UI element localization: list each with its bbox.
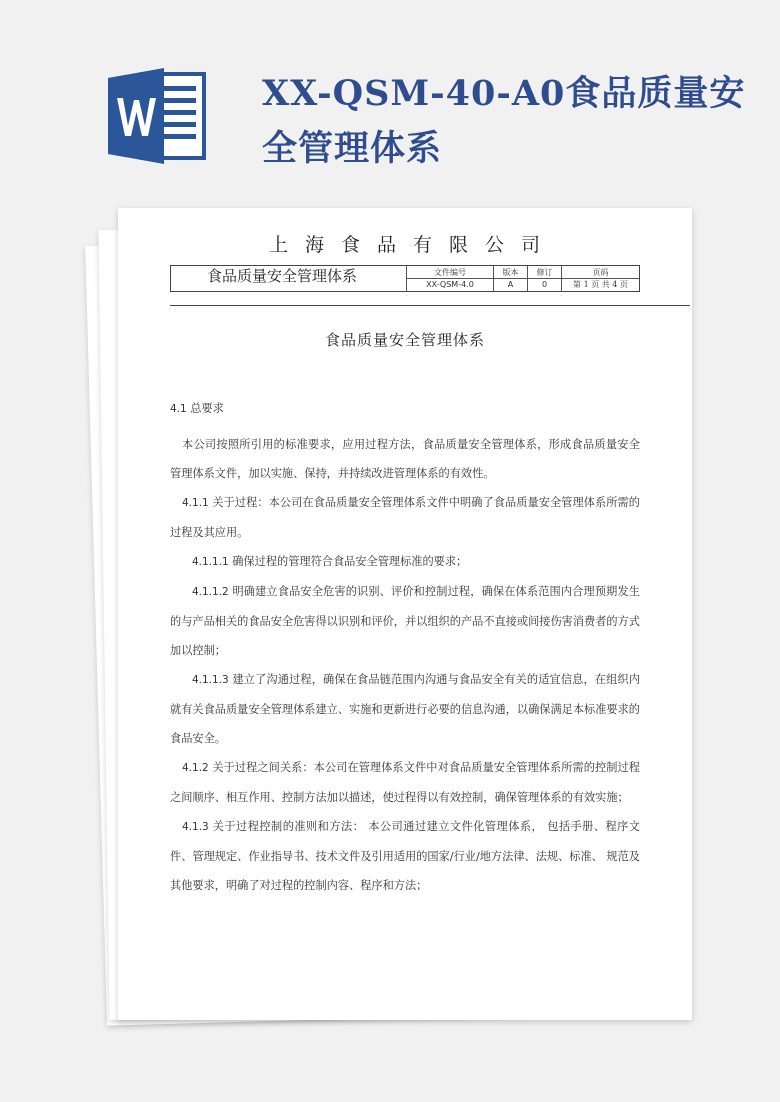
paragraph: 4.1.1.3 建立了沟通过程，确保在食品链范围内沟通与食品安全有关的适宜信息，在组织内就有关食品质量安全管理体系建立、实施和更新进行必要的信息沟通，以确保满足本标准要求的食品安全。 — [170, 673, 640, 745]
word-document-icon — [108, 68, 208, 164]
version-value: A — [493, 279, 527, 291]
paragraph: 本公司按照所引用的标准要求，应用过程方法，食品质量安全管理体系，形成食品质量安全管理体系文件，加以实施、保持，并持续改进管理体系的有效性。 — [170, 438, 640, 480]
paragraph: 4.1.3 关于过程控制的准则和方法： 本公司通过建立文件化管理体系， 包括手册、程序文件、管理规定、作业指导书、技术文件及引用适用的国家/行业/地方法律、法规、标准、 规范及其他要求，明确了对过程的控制内容、程序和方法； — [170, 820, 640, 892]
header-rule — [170, 305, 690, 306]
document-title: 食品质量安全管理体系 — [324, 331, 485, 349]
version-label: 版本 — [493, 266, 527, 279]
paragraph: 4.1.1 关于过程：本公司在食品质量安全管理体系文件中明确了食品质量安全管理体系所需的过程及其应用。 — [170, 496, 640, 539]
document-header-table — [170, 265, 640, 292]
paragraph: 4.1.1.2 明确建立食品安全危害的识别、评价和控制过程，确保在体系范围内合理预期发生的与产品相关的食品安全危害得以识别和评价，并以组织的产品不直接或间接伤害消费者的方式加以控制； — [170, 585, 640, 657]
document-page — [118, 208, 692, 1020]
banner-title: XX-QSM-40-A0食品质量安全管理体系 — [262, 73, 746, 169]
file-no-label: 文件编号 — [406, 266, 493, 279]
paragraph: 4.1.2 关于过程之间关系：本公司在管理体系文件中对食品质量安全管理体系所需的控制过程之间顺序、相互作用、控制方法加以描述，使过程得以有效控制，确保管理体系的有效实施； — [170, 761, 640, 804]
section-heading: 4.1 总要求 — [170, 402, 224, 415]
document-body — [170, 394, 640, 900]
revision-value: 0 — [527, 279, 561, 291]
page-value: 第 1 页 共 4 页 — [561, 279, 639, 291]
system-name: 食品质量安全管理体系 — [207, 267, 358, 285]
page-label: 页码 — [561, 266, 639, 279]
paragraph: 4.1.1.1 确保过程的管理符合食品安全管理标准的要求； — [192, 555, 468, 568]
revision-label: 修订 — [527, 266, 561, 279]
file-no-value: XX-QSM-4.0 — [406, 279, 493, 291]
company-name: 上海食品有限公司 — [268, 234, 557, 256]
